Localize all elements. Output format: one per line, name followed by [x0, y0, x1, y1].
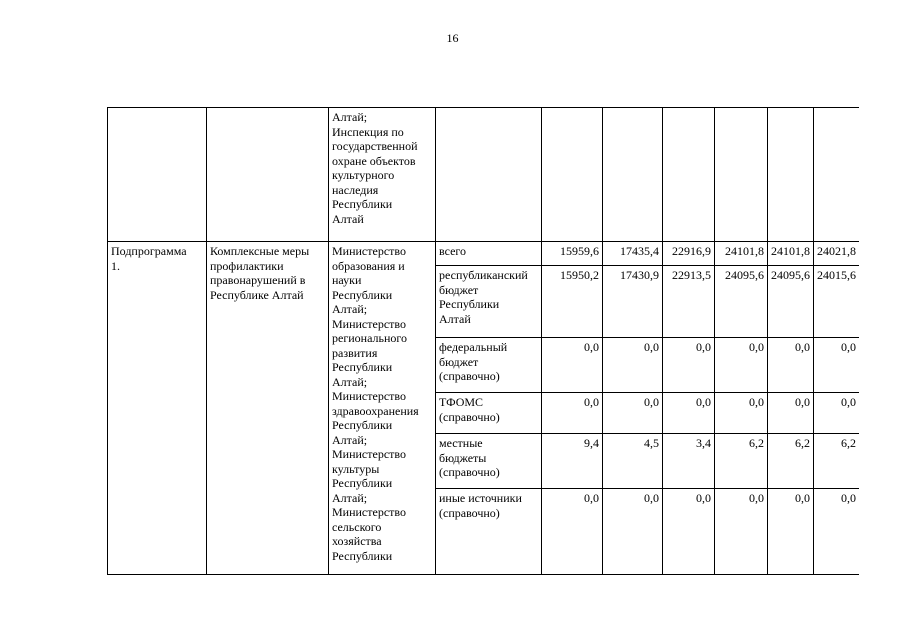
value-cell: 0,0 — [715, 393, 768, 434]
source-label: местные бюджеты (справочно) — [436, 434, 542, 489]
value-cell: 15959,6 — [542, 242, 603, 266]
source-label: федеральный бюджет (справочно) — [436, 338, 542, 393]
source-label: ТФОМС (справочно) — [436, 393, 542, 434]
subprogram-code: Подпрограмма 1. — [108, 242, 207, 575]
value-cell: 24095,6 — [768, 266, 814, 338]
source-label: республиканский бюджет Республики Алтай — [436, 266, 542, 338]
value-cell: 0,0 — [663, 393, 715, 434]
value-cell: 0,0 — [663, 338, 715, 393]
value-cell: 0,0 — [663, 489, 715, 575]
cont-executor-cell: Алтай; Инспекция по государственной охране объектов культурного наследия Республики Алтай — [329, 108, 436, 242]
value-cell: 17430,9 — [603, 266, 663, 338]
cont-value-cell — [768, 108, 814, 242]
value-cell: 0,0 — [603, 338, 663, 393]
value-cell: 9,4 — [542, 434, 603, 489]
value-cell: 24095,6 — [715, 266, 768, 338]
source-label: иные источники (справочно) — [436, 489, 542, 575]
cont-value-cell — [814, 108, 860, 242]
cont-code-cell — [108, 108, 207, 242]
cont-value-cell — [542, 108, 603, 242]
value-cell: 0,0 — [814, 338, 860, 393]
cont-name-cell — [207, 108, 329, 242]
value-cell: 24021,8 — [814, 242, 860, 266]
page-number: 16 — [446, 31, 459, 45]
cont-value-cell — [603, 108, 663, 242]
value-cell: 0,0 — [542, 338, 603, 393]
value-cell: 6,2 — [768, 434, 814, 489]
value-cell: 0,0 — [814, 489, 860, 575]
source-label: всего — [436, 242, 542, 266]
value-cell: 15950,2 — [542, 266, 603, 338]
value-cell: 24015,6 — [814, 266, 860, 338]
funding-table — [107, 107, 859, 575]
value-cell: 22916,9 — [663, 242, 715, 266]
value-cell: 24101,8 — [715, 242, 768, 266]
value-cell: 22913,5 — [663, 266, 715, 338]
value-cell: 4,5 — [603, 434, 663, 489]
continuation-row — [108, 108, 860, 242]
value-cell: 0,0 — [603, 489, 663, 575]
subprogram-executors: Министерство образования и науки Республики Алтай; Министерство регионального развития Республики Алтай; Министерство здравоохранения Республики Алтай; Министерство культуры Республики Алтай; Министерство сельского хозяйства Республики — [329, 242, 436, 575]
value-cell: 0,0 — [542, 489, 603, 575]
value-cell: 0,0 — [768, 393, 814, 434]
cont-value-cell — [663, 108, 715, 242]
value-cell: 0,0 — [715, 489, 768, 575]
value-cell: 0,0 — [768, 338, 814, 393]
subprogram-name: Комплексные меры профилактики правонарушений в Республике Алтай — [207, 242, 329, 575]
value-cell: 0,0 — [603, 393, 663, 434]
value-cell: 6,2 — [715, 434, 768, 489]
cont-value-cell — [715, 108, 768, 242]
value-cell: 0,0 — [768, 489, 814, 575]
cont-source-cell — [436, 108, 542, 242]
value-cell: 6,2 — [814, 434, 860, 489]
value-cell: 0,0 — [715, 338, 768, 393]
value-cell: 24101,8 — [768, 242, 814, 266]
source-row-total — [108, 242, 860, 266]
value-cell: 0,0 — [542, 393, 603, 434]
value-cell: 17435,4 — [603, 242, 663, 266]
value-cell: 3,4 — [663, 434, 715, 489]
value-cell: 0,0 — [814, 393, 860, 434]
